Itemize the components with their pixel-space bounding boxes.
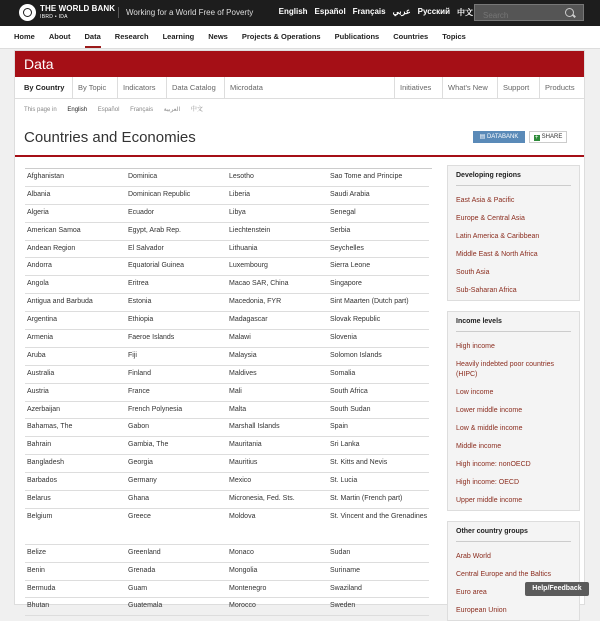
tab-products[interactable]: Products [545,83,575,92]
income-level-link[interactable]: High income [456,343,495,350]
country-link[interactable]: Mauritius [227,455,328,473]
country-link[interactable]: Mongolia [227,563,328,581]
country-link[interactable]: Spain [328,419,429,437]
income-level-link[interactable]: Upper middle income [456,497,523,504]
country-link[interactable]: Slovenia [328,330,429,348]
country-link[interactable]: Germany [126,473,227,491]
share-label: SHARE [541,134,563,140]
country-link[interactable]: Saudi Arabia [328,187,429,205]
country-link[interactable]: Liechtenstein [227,223,328,241]
country-link[interactable]: Guam [126,581,227,599]
nav-news[interactable]: News [208,32,228,41]
tab-microdata[interactable]: Microdata [230,83,263,92]
country-link[interactable]: Suriname [328,563,429,581]
country-link[interactable]: Sierra Leone [328,258,429,276]
country-link[interactable]: Moldova [227,509,328,545]
tab-whats-new[interactable]: What's New [448,83,488,92]
country-link[interactable]: Estonia [126,294,227,312]
country-link[interactable]: Sweden [328,598,429,616]
country-link[interactable]: Senegal [328,205,429,223]
country-column-4 [328,169,429,616]
title-divider [15,155,584,157]
country-link[interactable]: Sudan [328,545,429,563]
country-link[interactable]: Swaziland [328,581,429,599]
country-link[interactable]: Greece [126,509,227,545]
tab-initiatives[interactable]: Initiatives [400,83,432,92]
lang-chinese[interactable]: 中文 [457,8,473,17]
tagline: Working for a World Free of Poverty [118,7,253,18]
country-link[interactable]: Mexico [227,473,328,491]
top-bar [0,0,600,26]
country-link[interactable]: France [126,384,227,402]
nav-topics[interactable]: Topics [442,32,466,41]
nav-about[interactable]: About [48,32,71,41]
country-list [25,168,432,609]
country-link[interactable]: Marshall Islands [227,419,328,437]
lang-francais[interactable]: Français [352,7,386,16]
lang-arabic[interactable]: عربي [392,7,411,16]
country-link[interactable]: South Africa [328,384,429,402]
country-link[interactable]: Egypt, Arab Rep. [126,223,227,241]
country-link[interactable]: American Samoa [25,223,126,241]
tab-data-catalog[interactable]: Data Catalog [172,83,216,92]
other-groups-box [447,521,580,621]
country-link[interactable]: Armenia [25,330,126,348]
tab-indicators[interactable]: Indicators [123,83,156,92]
income-levels-title: Income levels [456,318,571,332]
country-link[interactable]: Guatemala [126,598,227,616]
country-group-link[interactable]: Arab World [456,553,491,560]
nav-publications[interactable]: Publications [334,32,380,41]
country-link[interactable]: French Polynesia [126,402,227,420]
country-link[interactable]: Malawi [227,330,328,348]
country-link[interactable]: Morocco [227,598,328,616]
country-link[interactable]: Sint Maarten (Dutch part) [328,294,429,312]
region-link[interactable]: South Asia [456,269,490,276]
country-link[interactable]: Montenegro [227,581,328,599]
language-switcher [279,7,473,18]
country-link[interactable]: Argentina [25,312,126,330]
country-link[interactable]: Maldives [227,366,328,384]
country-link[interactable]: Dominican Republic [126,187,227,205]
nav-learning[interactable]: Learning [162,32,195,41]
income-level-link[interactable]: Middle income [456,443,502,450]
country-link[interactable]: Macao SAR, China [227,276,328,294]
country-link[interactable]: Finland [126,366,227,384]
country-group-link[interactable]: European Union [456,607,507,614]
country-link[interactable]: Monaco [227,545,328,563]
search-input[interactable] [475,8,568,23]
country-link[interactable]: St. Vincent and the Grenadines [328,509,429,545]
country-link[interactable]: El Salvador [126,241,227,259]
section-header [15,51,584,77]
income-level-link[interactable]: Low income [456,389,494,396]
country-link[interactable]: Micronesia, Fed. Sts. [227,491,328,509]
country-link[interactable]: Luxembourg [227,258,328,276]
country-link[interactable]: Bahrain [25,437,126,455]
country-link[interactable]: Eritrea [126,276,227,294]
country-link[interactable]: Mali [227,384,328,402]
country-link[interactable]: Antigua and Barbuda [25,294,126,312]
country-group-link[interactable]: Central Europe and the Baltics [456,571,551,578]
country-link[interactable]: St. Lucia [328,473,429,491]
sidebar [447,165,580,621]
page-lang-english[interactable]: English [67,107,88,113]
region-link[interactable]: Middle East & North Africa [456,251,538,258]
country-link[interactable]: Madagascar [227,312,328,330]
content-panel [14,50,585,614]
country-link[interactable]: Malaysia [227,348,328,366]
data-subnav [15,77,584,99]
country-link[interactable]: St. Kitts and Nevis [328,455,429,473]
databank-label: DATABANK [486,134,519,140]
country-link[interactable]: Faeroe Islands [126,330,227,348]
nav-countries[interactable]: Countries [393,32,429,41]
income-level-link[interactable]: Lower middle income [456,407,523,414]
country-link[interactable]: Lesotho [227,169,328,187]
page-lang-espanol[interactable]: Español [97,107,120,113]
country-link[interactable]: Slovak Republic [328,312,429,330]
country-link[interactable]: Belize [25,545,126,563]
country-link[interactable]: Greenland [126,545,227,563]
world-bank-logo[interactable] [19,4,115,21]
other-groups-title: Other country groups [456,528,571,542]
country-link[interactable]: Seychelles [328,241,429,259]
country-link[interactable]: Somalia [328,366,429,384]
plus-icon: + [534,135,539,141]
databank-button[interactable]: ▤ DATABANK [473,131,525,143]
lang-espanol[interactable]: Español [314,7,346,16]
country-group-link[interactable]: Euro area [456,589,487,596]
nav-home[interactable]: Home [14,32,35,41]
logo-main-text: THE WORLD BANK [40,3,116,13]
country-link[interactable]: Bhutan [25,598,126,616]
country-link[interactable]: Liberia [227,187,328,205]
country-link[interactable]: South Sudan [328,402,429,420]
country-link[interactable]: Bermuda [25,581,126,599]
nav-projects[interactable]: Projects & Operations [241,32,321,41]
country-link[interactable]: Algeria [25,205,126,223]
country-link[interactable]: Bangladesh [25,455,126,473]
region-link[interactable]: Latin America & Caribbean [456,233,540,240]
country-column-3 [227,169,328,616]
country-link[interactable]: Malta [227,402,328,420]
lang-russian[interactable]: Русский [417,7,450,16]
country-column-1 [25,169,126,616]
page-lang-arabic[interactable]: العربية [163,107,181,113]
country-link[interactable]: Gambia, The [126,437,227,455]
country-link[interactable]: St. Martin (French part) [328,491,429,509]
developing-regions-title: Developing regions [456,172,571,186]
tab-by-topic[interactable]: By Topic [78,83,107,92]
country-link[interactable]: Sao Tome and Principe [328,169,429,187]
page-lang-chinese[interactable]: 中文 [190,107,203,113]
country-link[interactable]: Singapore [328,276,429,294]
page-title: Countries and Economies [24,129,196,146]
country-link[interactable]: Georgia [126,455,227,473]
nav-data[interactable]: Data [85,28,101,48]
search-box [474,4,584,21]
country-link[interactable]: Albania [25,187,126,205]
country-link[interactable]: Azerbaijan [25,402,126,420]
country-link[interactable]: Australia [25,366,126,384]
country-link[interactable]: Andorra [25,258,126,276]
country-link[interactable]: Libya [227,205,328,223]
country-link[interactable]: Serbia [328,223,429,241]
tab-support[interactable]: Support [503,83,530,92]
country-link[interactable]: Solomon Islands [328,348,429,366]
income-level-link[interactable]: High income: nonOECD [456,461,531,468]
search-icon[interactable] [565,8,574,17]
tab-by-country[interactable]: By Country [24,83,65,92]
page-language-line [24,104,212,113]
country-link[interactable]: Equatorial Guinea [126,258,227,276]
income-level-link[interactable]: Low & middle income [456,425,523,432]
main-nav [0,26,600,49]
country-link[interactable]: Ethiopia [126,312,227,330]
country-link[interactable]: Belarus [25,491,126,509]
country-link[interactable]: Austria [25,384,126,402]
country-link[interactable]: Gabon [126,419,227,437]
logo-sub-text: IBRD • IDA [40,13,68,20]
country-link[interactable]: Sri Lanka [328,437,429,455]
country-link[interactable]: Aruba [25,348,126,366]
region-link[interactable]: East Asia & Pacific [456,197,515,204]
country-link[interactable]: Lithuania [227,241,328,259]
income-level-link[interactable]: High income: OECD [456,479,520,486]
country-link[interactable]: Grenada [126,563,227,581]
share-button[interactable] [529,131,567,143]
section-title: Data [24,56,54,72]
country-link[interactable]: Angola [25,276,126,294]
country-link[interactable]: Ghana [126,491,227,509]
page-lang-francais[interactable]: Français [130,107,154,113]
lang-english[interactable]: English [278,7,308,16]
income-levels-box [447,311,580,511]
country-link[interactable]: Ecuador [126,205,227,223]
country-link[interactable]: Macedonia, FYR [227,294,328,312]
country-link[interactable]: Barbados [25,473,126,491]
income-level-link[interactable]: Heavily indebted poor countries (HIPC) [456,361,555,378]
country-link[interactable]: Benin [25,563,126,581]
developing-regions-box [447,165,580,301]
country-column-2 [126,169,227,616]
country-link[interactable]: Belgium [25,509,126,545]
region-link[interactable]: Europe & Central Asia [456,215,525,222]
country-link[interactable]: Andean Region [25,241,126,259]
country-link[interactable]: Bahamas, The [25,419,126,437]
country-link[interactable]: Mauritania [227,437,328,455]
country-link[interactable]: Afghanistan [25,169,126,187]
country-link[interactable]: Fiji [126,348,227,366]
nav-research[interactable]: Research [114,32,149,41]
globe-icon [19,4,36,21]
region-link[interactable]: Sub-Saharan Africa [456,287,517,294]
country-link[interactable]: Dominica [126,169,227,187]
help-feedback-button[interactable]: Help/Feedback [525,582,589,596]
lang-line-label: This page in [24,107,57,113]
